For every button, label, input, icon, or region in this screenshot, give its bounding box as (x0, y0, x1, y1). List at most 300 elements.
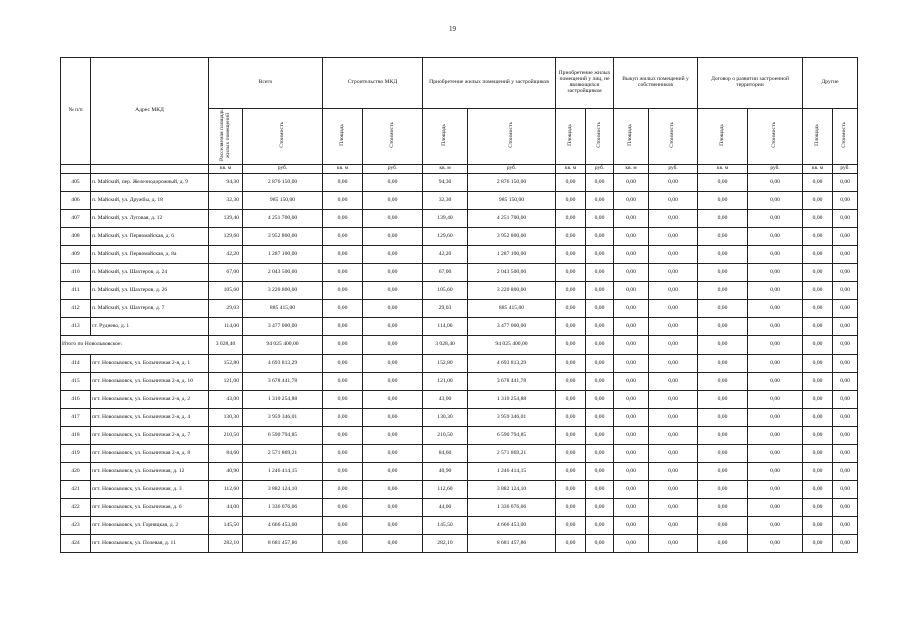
header-group: Всего (209, 58, 323, 109)
row-number: 418 (61, 427, 91, 445)
value-cell: 4 693 813,29 (468, 355, 556, 373)
value-cell: 0,00 (698, 409, 748, 427)
value-cell: 0,00 (614, 246, 649, 264)
value-cell: 0,00 (363, 174, 423, 192)
value-cell: 0,00 (833, 445, 858, 463)
value-cell: 129,60 (209, 228, 243, 246)
value-cell: 0,00 (363, 355, 423, 373)
value-cell: 94,30 (423, 174, 468, 192)
value-cell: 0,00 (649, 300, 698, 318)
value-cell: 0,00 (586, 481, 614, 499)
value-cell: 3 678 441,78 (468, 373, 556, 391)
value-cell: 0,00 (833, 282, 858, 300)
value-cell: 0,00 (833, 481, 858, 499)
value-cell: 0,00 (833, 246, 858, 264)
value-cell: 0,00 (323, 336, 363, 355)
subheader-cell: Площадь (556, 109, 586, 165)
value-cell: 0,00 (363, 535, 423, 553)
value-cell: 4 251 700,00 (243, 210, 323, 228)
value-cell: 0,00 (363, 499, 423, 517)
value-cell: 0,00 (833, 264, 858, 282)
value-cell: 3 952 800,00 (243, 228, 323, 246)
value-cell: 0,00 (556, 409, 586, 427)
value-cell: 885 415,00 (243, 300, 323, 318)
page-number: 19 (449, 25, 456, 33)
value-cell: 0,00 (833, 535, 858, 553)
value-cell: 0,00 (614, 535, 649, 553)
table-row (61, 409, 858, 427)
value-cell: 0,00 (803, 481, 833, 499)
value-cell: 8 681 457,86 (243, 535, 323, 553)
value-cell: 43,00 (209, 391, 243, 409)
value-cell: 0,00 (803, 210, 833, 228)
value-cell: 0,00 (363, 373, 423, 391)
value-cell: 210,50 (209, 427, 243, 445)
value-cell: 0,00 (748, 535, 803, 553)
value-cell: 0,00 (323, 427, 363, 445)
value-cell: 0,00 (803, 336, 833, 355)
value-cell: 0,00 (323, 499, 363, 517)
subheader-cell: Стоимость (649, 109, 698, 165)
row-number: 411 (61, 282, 91, 300)
value-cell: 6 590 794,85 (468, 427, 556, 445)
value-cell: 1 310 254,88 (243, 391, 323, 409)
value-cell: 0,00 (614, 210, 649, 228)
value-cell: 0,00 (556, 174, 586, 192)
value-cell: 152,80 (209, 355, 243, 373)
value-cell: 0,00 (586, 246, 614, 264)
table-row (61, 300, 858, 318)
table-row (61, 373, 858, 391)
value-cell: 0,00 (556, 264, 586, 282)
row-number: 413 (61, 318, 91, 336)
value-cell: 0,00 (614, 373, 649, 391)
value-cell: 0,00 (649, 373, 698, 391)
value-cell: 2 571 869,21 (468, 445, 556, 463)
value-cell: 3 678 441,78 (243, 373, 323, 391)
value-cell: 0,00 (323, 210, 363, 228)
row-address: пгт. Новольвовск, ул. Больничная 2-я, д. 10 (91, 373, 209, 391)
value-cell: 0,00 (586, 445, 614, 463)
header-group-row (61, 58, 858, 109)
units-row (61, 165, 858, 174)
row-address: пгт. Новольвовск, ул. Горняцкая, д. 2 (91, 517, 209, 535)
value-cell: 0,00 (698, 192, 748, 210)
value-cell: 282,10 (423, 535, 468, 553)
value-cell: 0,00 (323, 409, 363, 427)
value-cell: 0,00 (649, 318, 698, 336)
value-cell: 0,00 (586, 355, 614, 373)
value-cell: 0,00 (748, 373, 803, 391)
value-cell: 0,00 (556, 355, 586, 373)
value-cell: 0,00 (614, 427, 649, 445)
value-cell: 0,00 (649, 192, 698, 210)
table-row (61, 318, 858, 336)
row-number: 405 (61, 174, 91, 192)
value-cell: 3 477 000,00 (468, 318, 556, 336)
row-address: пгт. Новольвовск, ул. Больничная, д. 3 (91, 481, 209, 499)
header-address: Адрес МКД (91, 58, 209, 165)
value-cell: 114,00 (209, 318, 243, 336)
row-address: пгт. Новольвовск, ул. Больничная 2-я, д. 8 (91, 445, 209, 463)
unit-cell: кв. м (556, 165, 586, 174)
value-cell: 0,00 (614, 499, 649, 517)
value-cell: 0,00 (833, 300, 858, 318)
value-cell: 105,60 (209, 282, 243, 300)
value-cell: 43,00 (423, 391, 468, 409)
value-cell: 0,00 (698, 246, 748, 264)
value-cell: 0,00 (698, 228, 748, 246)
value-cell: 94 025 400,00 (468, 336, 556, 355)
value-cell: 44,00 (209, 499, 243, 517)
value-cell: 0,00 (363, 409, 423, 427)
value-cell: 0,00 (748, 192, 803, 210)
value-cell: 0,00 (698, 427, 748, 445)
value-cell: 121,00 (423, 373, 468, 391)
value-cell: 1 336 076,06 (468, 499, 556, 517)
value-cell: 0,00 (614, 264, 649, 282)
value-cell: 114,00 (423, 318, 468, 336)
unit-cell: руб. (833, 165, 858, 174)
value-cell: 0,00 (833, 228, 858, 246)
value-cell: 0,00 (586, 210, 614, 228)
value-cell: 0,00 (323, 355, 363, 373)
value-cell: 32,30 (209, 192, 243, 210)
value-cell: 0,00 (698, 282, 748, 300)
value-cell: 0,00 (748, 445, 803, 463)
value-cell: 0,00 (363, 228, 423, 246)
value-cell: 0,00 (748, 499, 803, 517)
value-cell: 130,30 (423, 409, 468, 427)
header-group: Приобретение жилых помещений у застройщиков (423, 58, 556, 109)
value-cell: 0,00 (698, 499, 748, 517)
value-cell: 0,00 (649, 282, 698, 300)
value-cell: 0,00 (803, 264, 833, 282)
unit-cell: кв. м (323, 165, 363, 174)
value-cell: 0,00 (748, 517, 803, 535)
table-row (61, 481, 858, 499)
value-cell: 0,00 (748, 264, 803, 282)
subheader-cell: Стоимость (833, 109, 858, 165)
table-row (61, 463, 858, 481)
value-cell: 0,00 (833, 391, 858, 409)
value-cell: 130,30 (209, 409, 243, 427)
value-cell: 0,00 (363, 300, 423, 318)
subheader-cell: Площадь (698, 109, 748, 165)
value-cell: 0,00 (833, 517, 858, 535)
unit-cell: кв. м (209, 165, 243, 174)
value-cell: 0,00 (833, 463, 858, 481)
subheader-cell: Стоимость (363, 109, 423, 165)
value-cell: 0,00 (833, 318, 858, 336)
value-cell: 0,00 (556, 391, 586, 409)
resettlement-table (60, 57, 858, 553)
value-cell: 1 287 100,00 (243, 246, 323, 264)
value-cell: 121,00 (209, 373, 243, 391)
value-cell: 0,00 (649, 445, 698, 463)
table-body (61, 174, 858, 553)
unit-cell: руб. (243, 165, 323, 174)
value-cell: 0,00 (556, 192, 586, 210)
value-cell: 0,00 (323, 517, 363, 535)
value-cell: 112,60 (209, 481, 243, 499)
row-number: 410 (61, 264, 91, 282)
value-cell: 4 666 453,00 (243, 517, 323, 535)
value-cell: 0,00 (833, 192, 858, 210)
value-cell: 985 150,00 (243, 192, 323, 210)
value-cell: 0,00 (614, 463, 649, 481)
value-cell: 4 693 813,29 (243, 355, 323, 373)
value-cell: 0,00 (614, 445, 649, 463)
value-cell: 0,00 (556, 300, 586, 318)
value-cell: 0,00 (323, 282, 363, 300)
value-cell: 0,00 (698, 210, 748, 228)
row-address: п. Майский, ул. Дружбы, д. 18 (91, 192, 209, 210)
value-cell: 112,60 (423, 481, 468, 499)
value-cell: 0,00 (363, 463, 423, 481)
table-row (61, 445, 858, 463)
value-cell: 0,00 (698, 336, 748, 355)
value-cell: 0,00 (323, 373, 363, 391)
unit-cell (61, 165, 91, 174)
value-cell: 0,00 (649, 427, 698, 445)
total-row (61, 336, 858, 355)
total-label: Итого по Новольвовское: (61, 336, 209, 355)
row-address: п. Майский, ул. Шахтеров, д. 26 (91, 282, 209, 300)
table-row (61, 391, 858, 409)
value-cell: 0,00 (649, 264, 698, 282)
value-cell: 2 043 500,00 (243, 264, 323, 282)
subheader-cell: Стоимость (748, 109, 803, 165)
value-cell: 0,00 (556, 246, 586, 264)
table-row (61, 517, 858, 535)
value-cell: 0,00 (748, 300, 803, 318)
value-cell: 2 876 150,00 (468, 174, 556, 192)
value-cell: 0,00 (323, 445, 363, 463)
value-cell: 129,60 (423, 228, 468, 246)
value-cell: 0,00 (833, 427, 858, 445)
value-cell: 0,00 (803, 445, 833, 463)
value-cell: 42,20 (209, 246, 243, 264)
value-cell: 67,00 (423, 264, 468, 282)
value-cell: 44,00 (423, 499, 468, 517)
value-cell: 32,30 (423, 192, 468, 210)
value-cell: 0,00 (323, 300, 363, 318)
value-cell: 139,40 (209, 210, 243, 228)
value-cell: 0,00 (323, 174, 363, 192)
value-cell: 0,00 (698, 463, 748, 481)
row-address: пгт. Новольвовск, ул. Больничная 2-я, д. 2 (91, 391, 209, 409)
value-cell: 0,00 (803, 228, 833, 246)
row-address: п. Майский, ул. Луговая, д. 12 (91, 210, 209, 228)
value-cell: 0,00 (586, 535, 614, 553)
value-cell: 0,00 (363, 445, 423, 463)
value-cell: 0,00 (748, 481, 803, 499)
unit-cell: руб. (649, 165, 698, 174)
value-cell: 1 246 414,15 (468, 463, 556, 481)
value-cell: 40,90 (423, 463, 468, 481)
value-cell: 0,00 (833, 499, 858, 517)
row-address: п. Майский, ул. Шахтеров, д. 7 (91, 300, 209, 318)
value-cell: 0,00 (698, 373, 748, 391)
row-number: 414 (61, 355, 91, 373)
table-row (61, 282, 858, 300)
value-cell: 0,00 (833, 409, 858, 427)
value-cell: 1 287 100,00 (468, 246, 556, 264)
value-cell: 0,00 (586, 228, 614, 246)
unit-cell (91, 165, 209, 174)
value-cell: 0,00 (803, 391, 833, 409)
row-number: 406 (61, 192, 91, 210)
row-address: п. Майский, ул. Первомайская, д. 6 (91, 228, 209, 246)
value-cell: 0,00 (698, 318, 748, 336)
value-cell: 0,00 (803, 373, 833, 391)
value-cell: 0,00 (649, 517, 698, 535)
value-cell: 0,00 (649, 409, 698, 427)
value-cell: 0,00 (586, 409, 614, 427)
value-cell: 1 310 254,88 (468, 391, 556, 409)
value-cell: 0,00 (614, 174, 649, 192)
value-cell: 2 571 869,21 (243, 445, 323, 463)
value-cell: 0,00 (586, 463, 614, 481)
value-cell: 0,00 (833, 210, 858, 228)
value-cell: 210,50 (423, 427, 468, 445)
value-cell: 0,00 (803, 463, 833, 481)
value-cell: 0,00 (748, 336, 803, 355)
value-cell: 139,40 (423, 210, 468, 228)
table-row (61, 427, 858, 445)
value-cell: 0,00 (649, 535, 698, 553)
value-cell: 0,00 (586, 336, 614, 355)
value-cell: 0,00 (698, 391, 748, 409)
value-cell: 4 251 700,00 (468, 210, 556, 228)
value-cell: 885 415,00 (468, 300, 556, 318)
value-cell: 0,00 (556, 445, 586, 463)
row-number: 420 (61, 463, 91, 481)
value-cell: 152,80 (423, 355, 468, 373)
value-cell: 0,00 (556, 463, 586, 481)
value-cell: 42,20 (423, 246, 468, 264)
value-cell: 0,00 (556, 427, 586, 445)
subheader-cell: Расселяемая площадь жилых помещений (209, 109, 243, 165)
header-group: Договор о развитии застроенной территории (698, 58, 803, 109)
row-address: п. Майский, пер. Железнодорожный, д. 9 (91, 174, 209, 192)
value-cell: 2 043 500,00 (468, 264, 556, 282)
value-cell: 0,00 (363, 427, 423, 445)
value-cell: 0,00 (556, 318, 586, 336)
value-cell: 0,00 (556, 499, 586, 517)
value-cell: 0,00 (586, 517, 614, 535)
row-address: пгт. Новольвовск, ул. Больничная, д. 6 (91, 499, 209, 517)
value-cell: 0,00 (748, 210, 803, 228)
value-cell: 985 150,00 (468, 192, 556, 210)
value-cell: 0,00 (556, 517, 586, 535)
unit-cell: руб. (748, 165, 803, 174)
value-cell: 0,00 (803, 517, 833, 535)
value-cell: 94 025 400,00 (243, 336, 323, 355)
value-cell: 0,00 (556, 373, 586, 391)
value-cell: 0,00 (363, 282, 423, 300)
value-cell: 0,00 (363, 210, 423, 228)
value-cell: 0,00 (614, 282, 649, 300)
table-row (61, 264, 858, 282)
value-cell: 0,00 (586, 192, 614, 210)
value-cell: 0,00 (748, 228, 803, 246)
value-cell: 0,00 (748, 409, 803, 427)
row-address: п. Майский, ул. Шахтеров, д. 24 (91, 264, 209, 282)
table-row (61, 535, 858, 553)
value-cell: 0,00 (556, 535, 586, 553)
value-cell: 0,00 (586, 427, 614, 445)
value-cell: 0,00 (323, 481, 363, 499)
row-number: 416 (61, 391, 91, 409)
value-cell: 0,00 (698, 445, 748, 463)
unit-cell: кв. м (423, 165, 468, 174)
value-cell: 0,00 (748, 355, 803, 373)
value-cell: 0,00 (323, 246, 363, 264)
value-cell: 0,00 (748, 174, 803, 192)
value-cell: 3 882 124,10 (243, 481, 323, 499)
row-address: пгт. Новольвовск, ул. Больничная 2-я, д. 4 (91, 409, 209, 427)
value-cell: 0,00 (614, 409, 649, 427)
value-cell: 0,00 (363, 192, 423, 210)
value-cell: 0,00 (803, 300, 833, 318)
value-cell: 3 028,40 (423, 336, 468, 355)
value-cell: 84,60 (209, 445, 243, 463)
row-address: пгт. Новольвовск, ул. Больничная 2-я, д. 7 (91, 427, 209, 445)
value-cell: 3 959 346,01 (243, 409, 323, 427)
value-cell: 0,00 (833, 373, 858, 391)
value-cell: 1 336 076,06 (243, 499, 323, 517)
value-cell: 0,00 (614, 336, 649, 355)
value-cell: 145,50 (209, 517, 243, 535)
unit-cell: кв. м (803, 165, 833, 174)
value-cell: 0,00 (363, 336, 423, 355)
value-cell: 0,00 (323, 228, 363, 246)
row-address: пгт. Новольвовск, ул. Полевая, д. 11 (91, 535, 209, 553)
row-address: пгт. Новольвовск, ул. Больничная, д. 12 (91, 463, 209, 481)
unit-cell: кв. м (614, 165, 649, 174)
row-address: п. Майский, ул. Первомайская, д. 8а (91, 246, 209, 264)
value-cell: 3 220 800,00 (243, 282, 323, 300)
unit-cell: руб. (586, 165, 614, 174)
value-cell: 0,00 (556, 282, 586, 300)
subheader-cell: Площадь (323, 109, 363, 165)
value-cell: 3 952 800,00 (468, 228, 556, 246)
row-number: 423 (61, 517, 91, 535)
table-row (61, 499, 858, 517)
row-number: 409 (61, 246, 91, 264)
value-cell: 0,00 (649, 210, 698, 228)
value-cell: 0,00 (363, 318, 423, 336)
subheader-cell: Площадь (423, 109, 468, 165)
value-cell: 84,60 (423, 445, 468, 463)
value-cell: 0,00 (698, 355, 748, 373)
value-cell: 0,00 (803, 355, 833, 373)
value-cell: 40,90 (209, 463, 243, 481)
value-cell: 67,00 (209, 264, 243, 282)
value-cell: 0,00 (586, 318, 614, 336)
value-cell: 0,00 (649, 228, 698, 246)
value-cell: 0,00 (586, 373, 614, 391)
row-number: 417 (61, 409, 91, 427)
subheader-cell: Площадь (803, 109, 833, 165)
value-cell: 0,00 (614, 192, 649, 210)
value-cell: 3 959 346,01 (468, 409, 556, 427)
row-number: 412 (61, 300, 91, 318)
table-row (61, 192, 858, 210)
value-cell: 0,00 (586, 174, 614, 192)
